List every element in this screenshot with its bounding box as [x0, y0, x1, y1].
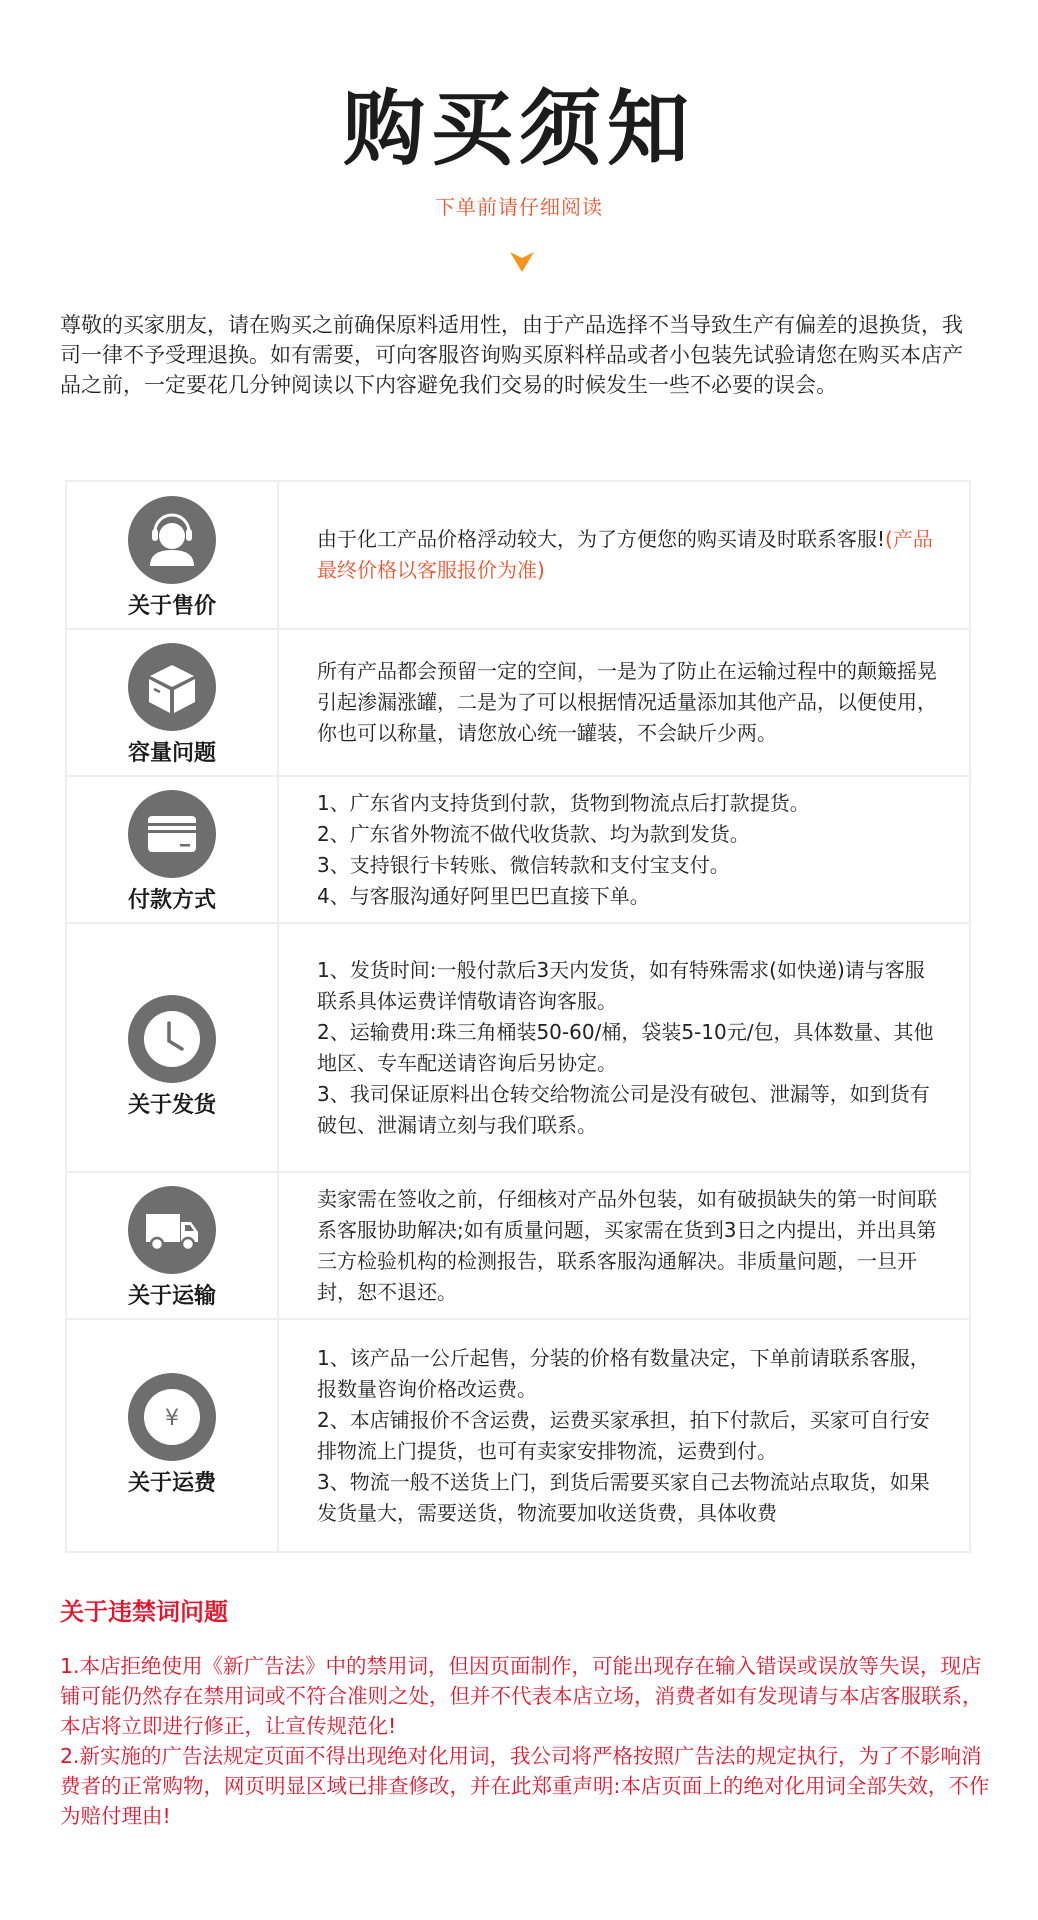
credit-card-icon [128, 790, 216, 878]
row-label: 关于发货 [127, 1093, 216, 1118]
intro-paragraph: 尊敬的买家朋友，请在购买之前确保原料适用性，由于产品选择不当导致生产有偏差的退换货，我司一律不予受理退换。如有需要，可向客服咨询购买原料样品或者小包装先试验请您在购买本店产品之前，一定要花几分钟阅读以下内容避免我们交易的时候发生一些不必要的误会。 [60, 313, 963, 397]
row-content [279, 482, 969, 628]
chevron-down-icon [510, 250, 534, 272]
package-box-icon [128, 643, 216, 731]
prohibited-words-notice [60, 1595, 990, 1831]
table-row-payment [67, 775, 969, 922]
row-header [67, 482, 279, 628]
row-header [67, 777, 279, 922]
list-item: 3、我司保证原料出仓转交给物流公司是没有破包、泄漏等，如到货有破包、泄漏请立刻与我们联系。 [317, 1081, 930, 1137]
page-title: 购买须知 [342, 82, 695, 177]
row-content [279, 1320, 969, 1551]
table-row-transport [67, 1171, 969, 1318]
row-text: 所有产品都会预留一定的空间，一是为了防止在运输过程中的颠簸摇晃引起渗漏涨罐，二是为了可以根据情况适量添加其他产品，以便使用，你也可以称量，请您放心统一罐装，不会缺斤少两。 [317, 659, 937, 745]
list-item: 1、发货时间:一般付款后3天内发货，如有特殊需求(如快递)请与客服联系具体运费详情敬请咨询客服。 [317, 957, 925, 1013]
row-label: 关于售价 [127, 594, 216, 619]
row-label: 关于运输 [127, 1284, 216, 1309]
list-item: 3、物流一般不送货上门，到货后需要买家自己去物流站点取货，如果发货量大，需要送货，物流要加收送货费，具体收费 [317, 1469, 930, 1525]
row-label: 付款方式 [127, 888, 216, 913]
table-row-price [67, 482, 969, 628]
row-content [279, 1173, 969, 1318]
row-text: 由于化工产品价格浮动较大，为了方便您的购买请及时联系客服! [317, 527, 886, 551]
customer-service-icon [128, 496, 216, 584]
list-item: 2、广东省外物流不做代收货款、均为款到发货。 [317, 821, 750, 846]
row-content [279, 924, 969, 1171]
row-label: 关于运费 [127, 1471, 216, 1496]
notice-title: 关于违禁词问题 [60, 1598, 228, 1626]
list-item: 1、广东省内支持货到付款，货物到物流点后打款提货。 [317, 790, 810, 815]
list-item: 2、运输费用:珠三角桶装50-60/桶，袋装5-10元/包，具体数量、其他地区、专车配送请咨询后另协定。 [317, 1019, 934, 1075]
notice-paragraph: 2.新实施的广告法规定页面不得出现绝对化用词，我公司将严格按照广告法的规定执行，为了不影响消费者的正常购物，网页明显区域已排查修改，并在此郑重声明:本店页面上的绝对化用词全部失效，不作为赔付理由! [60, 1744, 990, 1828]
price-accent-note: (产品最终价格以客服报价为准) [317, 527, 933, 582]
row-text: 卖家需在签收之前，仔细核对产品外包装，如有破损缺失的第一时间联系客服协助解决;如有质量问题，买家需在货到3日之内提出，并出具第三方检验机构的检测报告，联系客服沟通解决。非质量问题，一旦开封，恕不退还。 [317, 1186, 937, 1304]
list-item: 1、该产品一公斤起售，分装的价格有数量决定，下单前请联系客服，报数量咨询价格改运费。 [317, 1345, 930, 1401]
table-row-freight [67, 1318, 969, 1551]
row-header [67, 630, 279, 775]
row-content [279, 630, 969, 775]
row-header [67, 924, 279, 1171]
purchase-notes-table [65, 480, 971, 1553]
row-header [67, 1173, 279, 1318]
svg-text:¥: ¥ [165, 1406, 179, 1431]
clock-icon [128, 995, 216, 1083]
yen-icon [128, 1373, 216, 1461]
notice-paragraph: 1.本店拒绝使用《新广告法》中的禁用词，但因页面制作，可能出现存在输入错误或误放等失误，现店铺可能仍然存在禁用词或不符合准则之处，但并不代表本店立场，消费者如有发现请与本店客服联系，本店将立即进行修正，让宣传规范化! [60, 1654, 983, 1738]
table-row-shipping [67, 922, 969, 1171]
truck-icon [128, 1186, 216, 1274]
row-header [67, 1320, 279, 1551]
list-item: 3、支持银行卡转账、微信转款和支付宝支付。 [317, 852, 730, 877]
row-content [279, 777, 969, 922]
list-item: 2、本店铺报价不含运费，运费买家承担，拍下付款后，买家可自行安排物流上门提货，也可有卖家安排物流，运费到付。 [317, 1407, 930, 1463]
list-item: 4、与客服沟通好阿里巴巴直接下单。 [317, 883, 650, 908]
row-label: 容量问题 [127, 741, 216, 766]
page-subtitle: 下单前请仔细阅读 [435, 195, 603, 219]
table-row-capacity [67, 628, 969, 775]
